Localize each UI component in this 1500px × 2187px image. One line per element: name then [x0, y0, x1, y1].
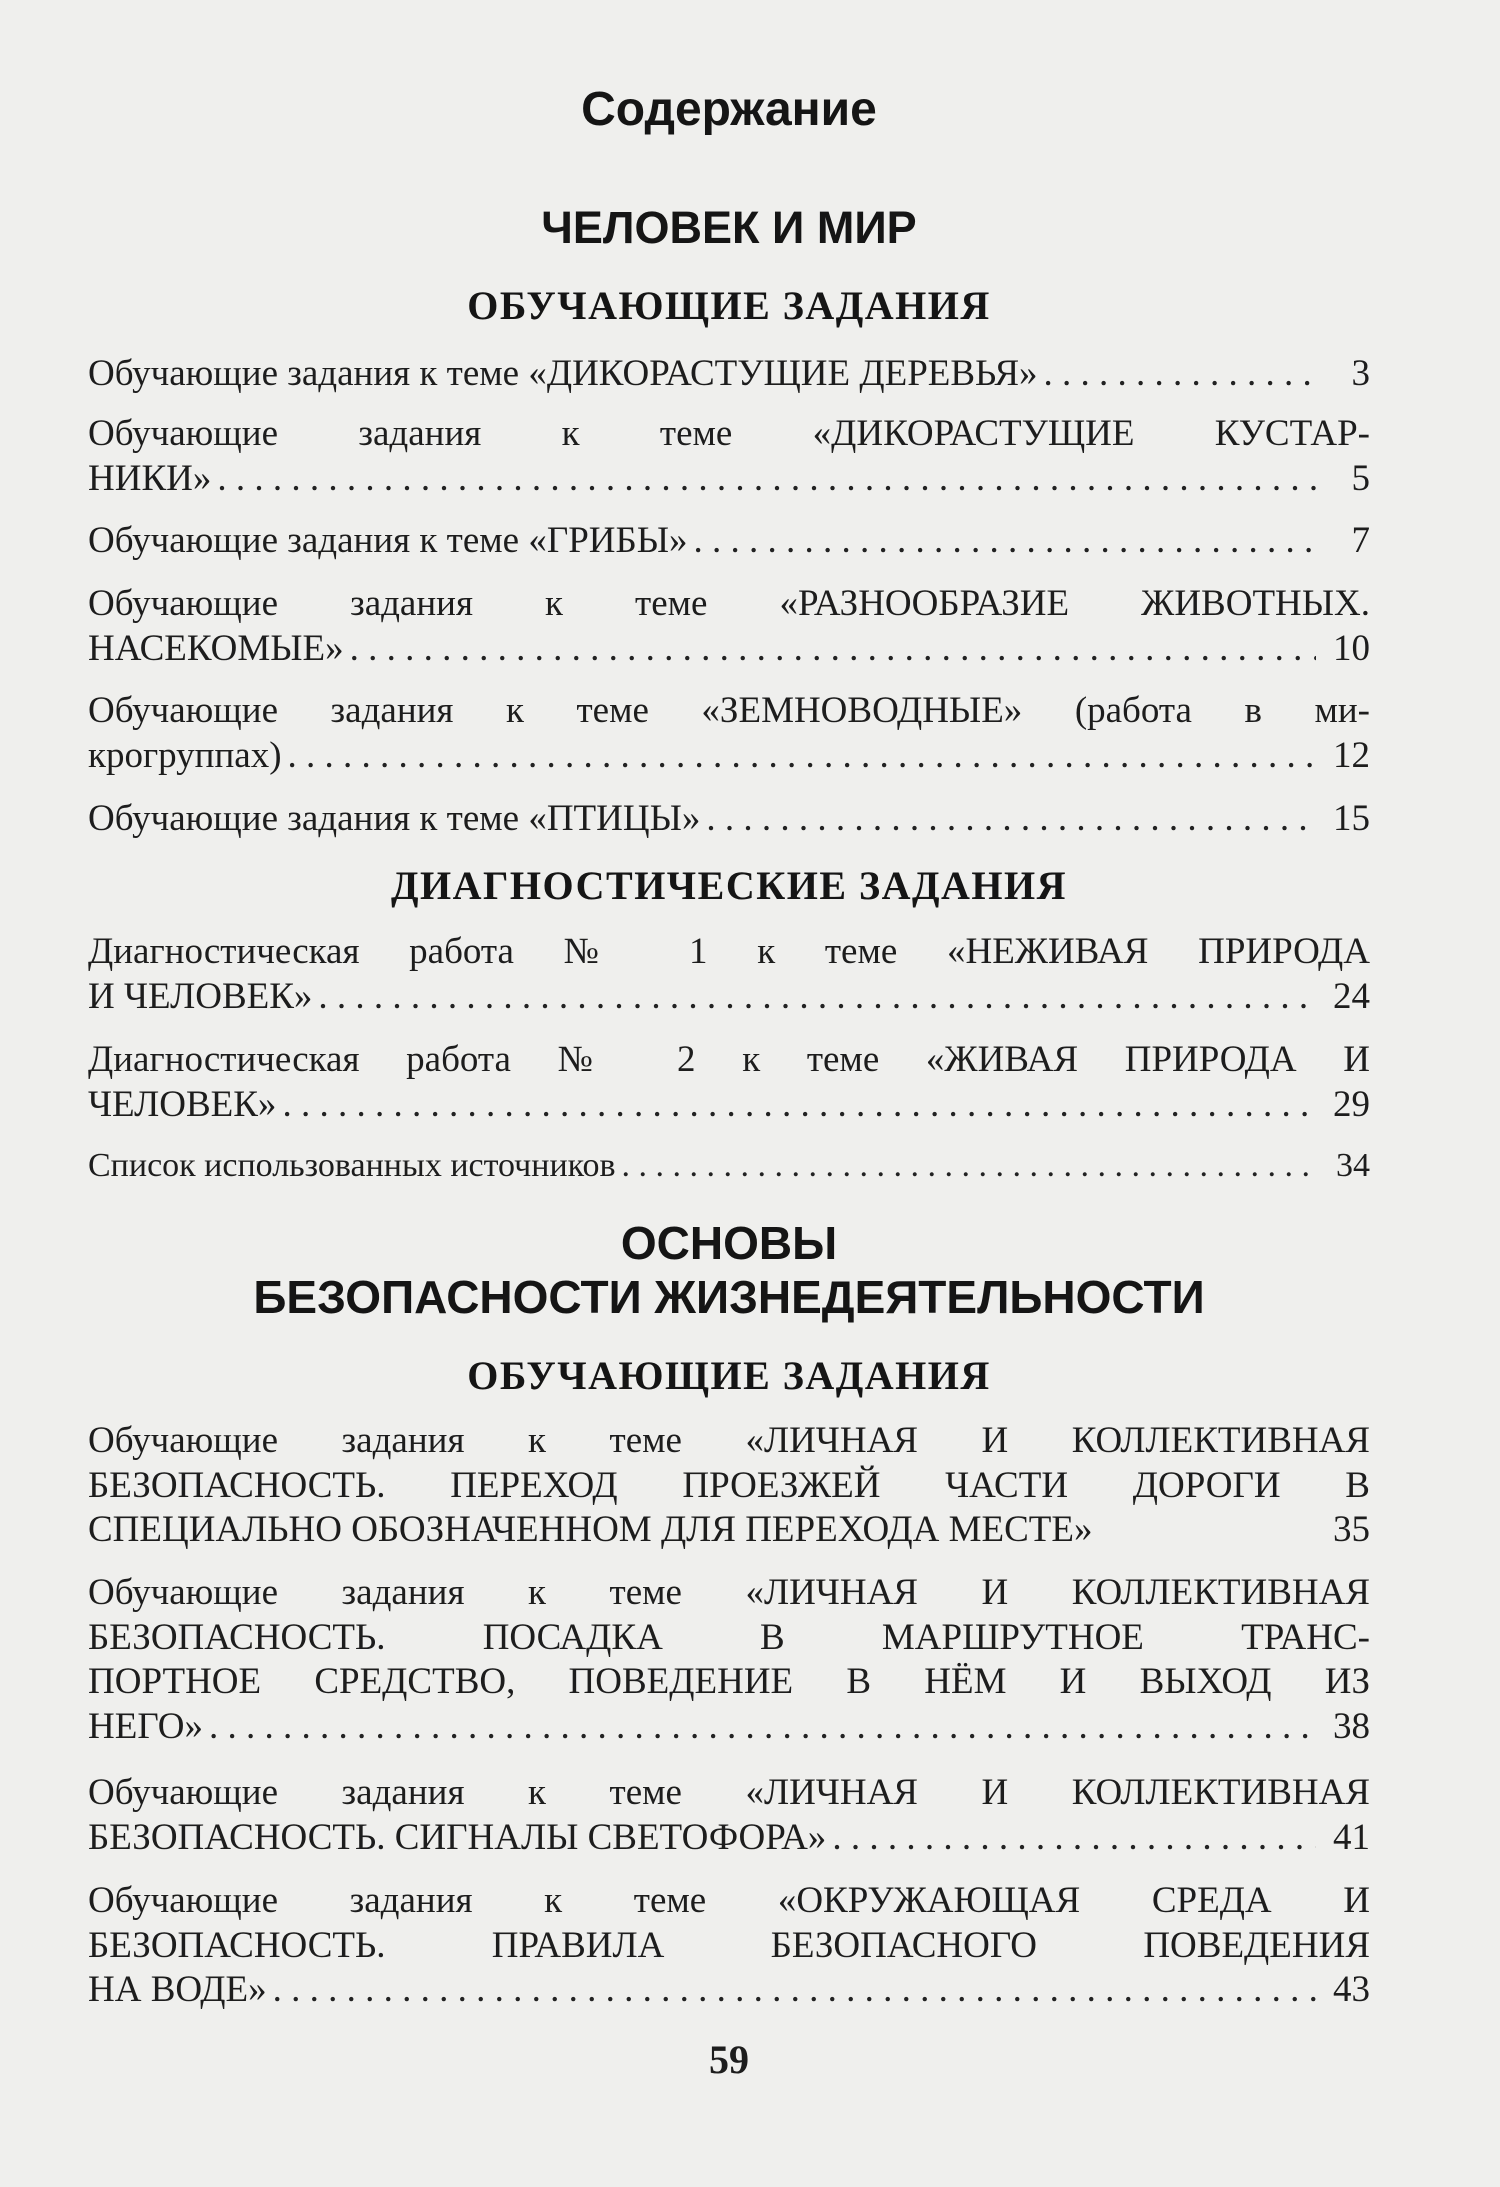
dot-leader: [273, 1968, 1316, 2013]
toc-entry-page: 3: [1351, 353, 1370, 394]
toc-entry-text: Обучающие задания к теме «ЛИЧНАЯ И КОЛЛЕКТИВНАЯ: [88, 1420, 1370, 1461]
toc-entry[interactable]: [88, 797, 1370, 842]
toc-entry-text: крогруппах): [88, 734, 282, 776]
toc-entry-text: НАСЕКОМЫЕ»: [88, 627, 344, 669]
toc-entry-text: Обучающие задания к теме «РАЗНООБРАЗИЕ ЖИВОТНЫХ.: [88, 583, 1370, 624]
toc-entry-text: Обучающие задания к теме «ЗЕМНОВОДНЫЕ» (работа в ми-: [88, 690, 1370, 731]
toc-entry[interactable]: [88, 689, 1370, 778]
section-title-obzh: [88, 1216, 1370, 1324]
toc-entry-page: 43: [1333, 1969, 1370, 2010]
toc-entry-text: Обучающие задания к теме «ЛИЧНАЯ И КОЛЛЕКТИВНАЯ: [88, 1772, 1370, 1813]
toc-entry-text: Обучающие задания к теме «ПТИЦЫ»: [88, 798, 701, 839]
toc-entry[interactable]: [88, 519, 1370, 564]
toc-entry[interactable]: [88, 1771, 1370, 1860]
toc-entry[interactable]: [88, 930, 1370, 1019]
page-number: 59: [709, 2037, 749, 2082]
dot-leader: [350, 627, 1316, 672]
toc-entry-text: Обучающие задания к теме «ГРИБЫ»: [88, 520, 688, 561]
toc-entry-page: 5: [1351, 457, 1370, 499]
toc-entry[interactable]: [88, 412, 1370, 501]
dot-leader: [832, 1816, 1316, 1861]
toc-entry-text: НЕГО»: [88, 1705, 204, 1747]
toc-entry-text: ЧЕЛОВЕК»: [88, 1083, 277, 1125]
toc-entry-text: И ЧЕЛОВЕК»: [88, 975, 313, 1017]
section-title-line: ОСНОВЫ: [620, 1217, 838, 1269]
toc-entry-page: 15: [1333, 798, 1370, 839]
subsection-heading-diagnostic: ДИАГНОСТИЧЕСКИЕ ЗАДАНИЯ: [390, 863, 1068, 908]
dot-leader: [706, 797, 1316, 842]
toc-entry-text: БЕЗОПАСНОСТЬ. ПОСАДКА В МАРШРУТНОЕ ТРАНС-: [88, 1616, 1370, 1658]
subsection-heading-training: ОБУЧАЮЩИЕ ЗАДАНИЯ: [467, 1353, 991, 1398]
toc-entry[interactable]: [88, 352, 1370, 397]
toc-entry-text: НИКИ»: [88, 457, 212, 499]
subsection-heading-training: ОБУЧАЮЩИЕ ЗАДАНИЯ: [467, 283, 991, 328]
toc-entry-sources[interactable]: [88, 1144, 1370, 1189]
toc-entry-text: Обучающие задания к теме «ДИКОРАСТУЩИЕ ДЕРЕВЬЯ»: [88, 353, 1038, 394]
toc-entry[interactable]: [88, 1038, 1370, 1127]
toc-entry-page: 41: [1333, 1816, 1370, 1858]
toc-entry-page: 24: [1333, 975, 1370, 1017]
dot-leader: [209, 1705, 1316, 1750]
toc-entry-text: ПОРТНОЕ СРЕДСТВО, ПОВЕДЕНИЕ В НЁМ И ВЫХОД ИЗ: [88, 1661, 1370, 1702]
dot-leader: [288, 734, 1316, 779]
toc-entry-text: Диагностическая работа № 2 к теме «ЖИВАЯ ПРИРОДА И: [88, 1039, 1370, 1080]
toc-entry-text: БЕЗОПАСНОСТЬ. ПРАВИЛА БЕЗОПАСНОГО ПОВЕДЕНИЯ: [88, 1924, 1370, 1966]
toc-entry-text: Обучающие задания к теме «ЛИЧНАЯ И КОЛЛЕКТИВНАЯ: [88, 1572, 1370, 1613]
dot-leader: [1044, 352, 1316, 397]
toc-entry-text: Обучающие задания к теме «ОКРУЖАЮЩАЯ СРЕДА И: [88, 1880, 1370, 1921]
toc-entry-page: 7: [1351, 520, 1370, 561]
toc-entry-page: 12: [1333, 734, 1370, 776]
toc-entry-text: БЕЗОПАСНОСТЬ. ПЕРЕХОД ПРОЕЗЖЕЙ ЧАСТИ ДОРОГИ В: [88, 1464, 1370, 1506]
toc-entry-page: 10: [1333, 627, 1370, 669]
toc-entry-page: 29: [1333, 1083, 1370, 1125]
toc-title: Содержание: [581, 83, 877, 136]
toc-entry-text: Список использованных источников: [88, 1147, 616, 1184]
dot-leader: [318, 975, 1316, 1020]
toc-entry-text: НА ВОДЕ»: [88, 1969, 267, 2010]
toc-entry[interactable]: [88, 1879, 1370, 2013]
toc-entry-text: СПЕЦИАЛЬНО ОБОЗНАЧЕННОМ ДЛЯ ПЕРЕХОДА МЕСТЕ»: [88, 1509, 1093, 1550]
toc-entry-text: Обучающие задания к теме «ДИКОРАСТУЩИЕ КУСТАР-: [88, 413, 1370, 454]
toc-entry[interactable]: [88, 1571, 1370, 1749]
toc-entry[interactable]: [88, 582, 1370, 671]
toc-entry[interactable]: [88, 1419, 1370, 1553]
toc-entry-text: БЕЗОПАСНОСТЬ. СИГНАЛЫ СВЕТОФОРА»: [88, 1816, 827, 1858]
toc-entry-page: 35: [1333, 1509, 1370, 1550]
dot-leader: [282, 1083, 1316, 1128]
toc-entry-page: 38: [1333, 1705, 1370, 1747]
dot-leader: [694, 519, 1316, 564]
toc-entry-text: Диагностическая работа № 1 к теме «НЕЖИВАЯ ПРИРОДА: [88, 931, 1370, 972]
section-title-line: БЕЗОПАСНОСТИ ЖИЗНЕДЕЯТЕЛЬНОСТИ: [253, 1271, 1205, 1323]
dot-leader: [622, 1144, 1317, 1189]
dot-leader: [217, 457, 1316, 502]
section-title-chelovek-i-mir: ЧЕЛОВЕК И МИР: [541, 202, 917, 253]
toc-entry-page: 34: [1336, 1147, 1370, 1184]
